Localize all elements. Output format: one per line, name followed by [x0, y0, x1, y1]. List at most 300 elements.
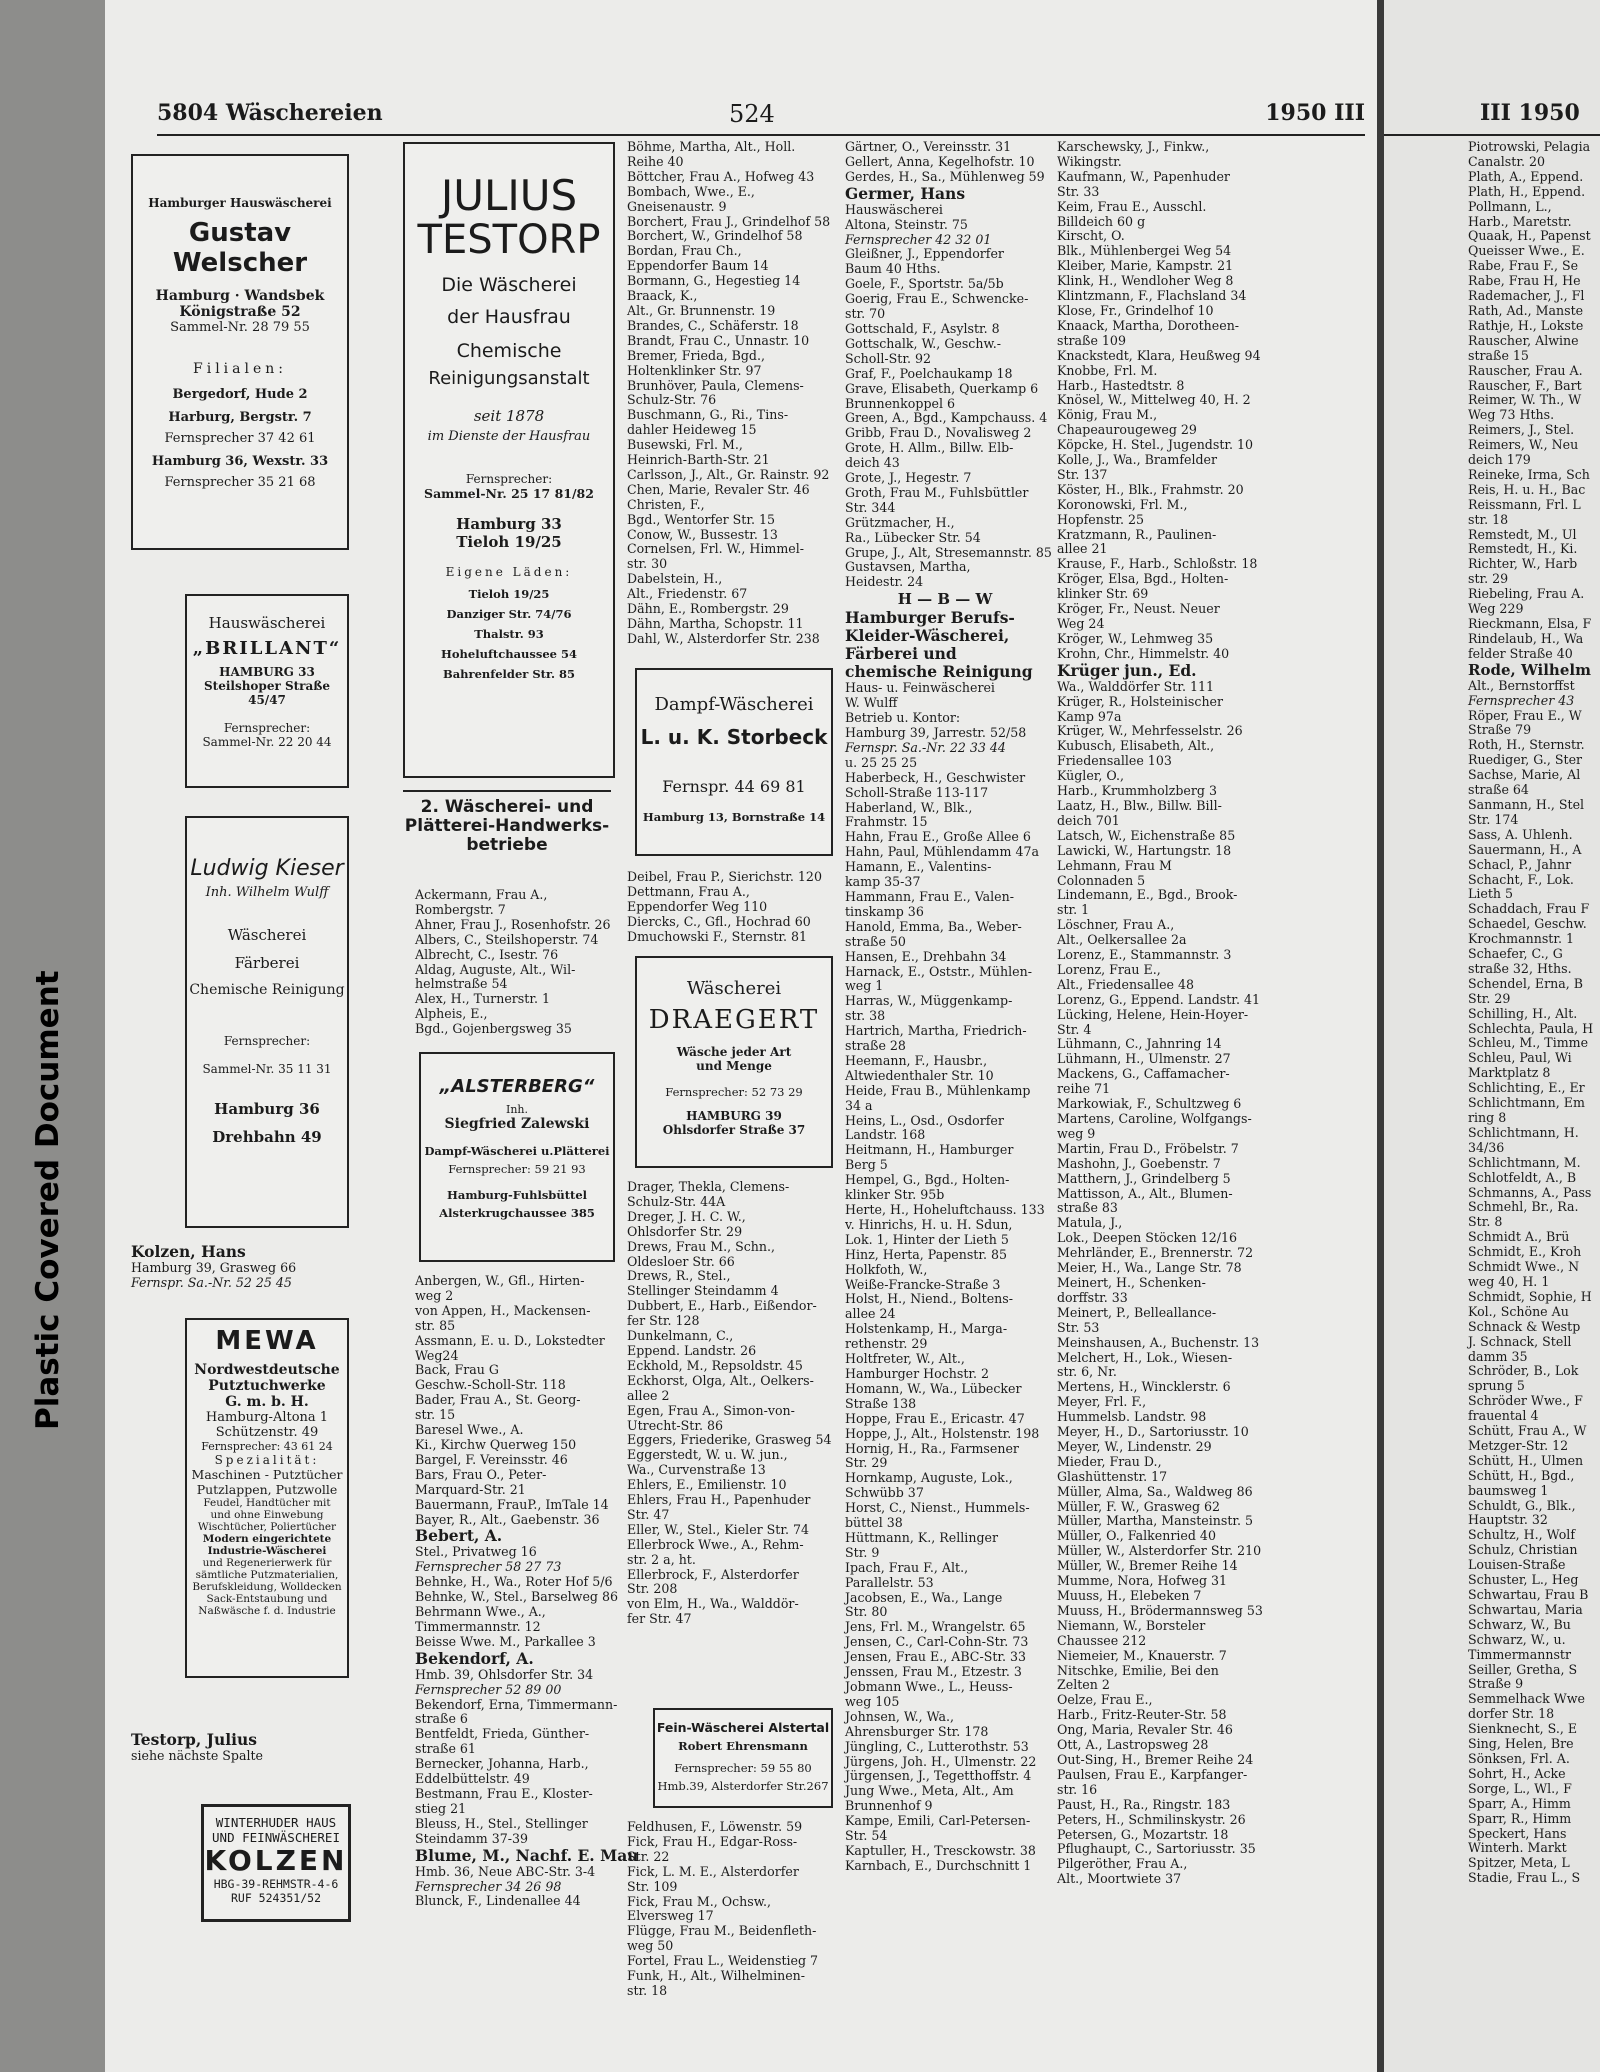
directory-entry: Egen, Frau A., Simon-von- [627, 1402, 795, 1418]
directory-entry: Brandt, Frau C., Unnastr. 10 [627, 332, 810, 348]
directory-entry: str. 18 [627, 1982, 668, 1998]
directory-entry: Groth, Frau M., Fuhlsbüttler [845, 484, 1029, 500]
directory-entry: Böhme, Martha, Alt., Holl. [627, 139, 796, 154]
directory-entry: Str. 109 [627, 1878, 678, 1894]
directory-entry: Jürgens, Joh. H., Ulmenstr. 22 [845, 1753, 1037, 1769]
directory-entry: Ellerbrock Wwe., A., Rehm- [627, 1536, 804, 1552]
directory-entry: Grupe, J., Alt, Stresemannstr. 85 [845, 544, 1052, 560]
directory-entry: Reis, H. u. H., Bac [1468, 481, 1586, 497]
directory-entry: Dreger, J. H. C. W., [627, 1208, 746, 1224]
section-heading-line: 2. Wäscherei- und [420, 797, 594, 817]
next-page-header-text: III 1950 [1480, 100, 1580, 126]
directory-entry: Löschner, Frau A., [1057, 917, 1175, 933]
directory-entry: Jung Wwe., Meta, Alt., Am [845, 1783, 1014, 1799]
directory-entry: Parallelstr. 53 [845, 1574, 934, 1590]
directory-entry: Ahrensburger Str. 178 [845, 1723, 989, 1739]
directory-entry: Wa., Walddörfer Str. 111 [1057, 678, 1214, 694]
directory-entry: Schütt, H., Bgd., [1468, 1467, 1575, 1483]
col6 [1468, 140, 1593, 1886]
directory-entry: Feldhusen, F., Löwenstr. 59 [627, 1819, 803, 1834]
directory-entry: Horst, C., Nienst., Hummels- [845, 1500, 1030, 1516]
directory-entry: Kol., Schöne Au [1468, 1303, 1569, 1319]
directory-entry: Plath, A., Eppend. [1468, 168, 1584, 184]
ad-text: im Dienste der Hausfrau [427, 429, 591, 444]
directory-entry: straße 32, Hths. [1468, 960, 1572, 976]
directory-entry: str. 6, Nr. [1057, 1364, 1117, 1380]
directory-entry: Eller, W., Stel., Kieler Str. 74 [627, 1521, 810, 1537]
directory-entry: Bernecker, Johanna, Harb., [415, 1756, 589, 1772]
directory-entry: Lindemann, E., Bgd., Brook- [1057, 887, 1238, 903]
directory-entry: Krochmannstr. 1 [1468, 931, 1575, 947]
directory-entry: str. 29 [1468, 571, 1509, 587]
directory-entry: Homann, W., Wa., Lübecker [845, 1380, 1022, 1396]
directory-entry: Meinshausen, A., Buchenstr. 13 [1057, 1334, 1260, 1350]
ad-title: Gustav Welscher [172, 218, 308, 278]
col4 [845, 139, 1052, 1874]
directory-entry: Karnbach, E., Durchschnitt 1 [845, 1857, 1032, 1873]
directory-entry: Louisen-Straße [1468, 1557, 1566, 1573]
directory-entry: Mertens, H., Wincklerstr. 6 [1057, 1379, 1231, 1395]
directory-entry: dorffstr. 33 [1057, 1289, 1128, 1305]
directory-entry: Drager, Thekla, Clemens- [627, 1179, 790, 1194]
ad-title: L. u. K. Storbeck [640, 725, 828, 749]
directory-entry: stieg 21 [415, 1800, 467, 1816]
ad-text: Drehbahn 49 [212, 1128, 322, 1146]
directory-entry: Matthern, J., Grindelberg 5 [1057, 1170, 1231, 1186]
directory-entry: büttel 38 [845, 1515, 903, 1531]
directory-entry: Brunnenhof 9 [845, 1798, 933, 1814]
ad-text: Sammel-Nr. 25 17 81/82 [424, 486, 594, 501]
directory-entry: Remstedt, M., Ul [1468, 526, 1577, 542]
directory-entry: Kröger, Elsa, Bgd., Holten- [1057, 571, 1229, 587]
directory-entry: chemische Reinigung [845, 662, 1033, 682]
ad-kolzen [201, 1804, 351, 1922]
directory-entry: Sass, A. Uhlenh. [1468, 826, 1573, 842]
directory-entry: Dmuchowski F., Sternstr. 81 [627, 928, 808, 944]
directory-entry: Schulz-Str. 76 [627, 392, 717, 408]
directory-entry: Bauermann, FrauP., ImTale 14 [415, 1496, 609, 1512]
directory-entry: Altona, Steinstr. 75 [845, 216, 968, 232]
directory-entry: Hahn, Paul, Mühlendamm 47a [845, 844, 1039, 860]
ad-text: Die Wäscherei [441, 274, 577, 296]
directory-entry: Riebeling, Frau A. [1468, 586, 1585, 602]
ad-text: Maschinen - Putztücher [191, 1467, 343, 1482]
directory-entry: Müller, O., Falkenried 40 [1057, 1528, 1216, 1544]
directory-entry: Hamburger Hochstr. 2 [845, 1365, 990, 1381]
directory-entry: deich 43 [845, 455, 900, 471]
directory-entry: Haberbeck, H., Geschwister [845, 769, 1026, 785]
directory-entry: J. Schnack, Stell [1468, 1333, 1572, 1349]
directory-entry: Jensen, C., Carl-Cohn-Str. 73 [845, 1634, 1029, 1650]
directory-entry: Müller, Martha, Mansteinstr. 5 [1057, 1513, 1254, 1529]
col3-top [627, 140, 829, 647]
directory-entry: Str. 47 [627, 1506, 670, 1522]
directory-entry: Fernsprecher 34 26 98 [415, 1878, 562, 1894]
ad-text: Robert Ehrensmann [678, 1739, 808, 1753]
directory-entry: weg 105 [845, 1693, 900, 1709]
directory-entry: Weg 229 [1468, 601, 1524, 617]
directory-entry: Elversweg 17 [627, 1908, 714, 1924]
directory-entry: Fernspr. Sa.-Nr. 52 25 45 [131, 1274, 292, 1290]
directory-entry: damm 35 [1468, 1348, 1528, 1364]
col3-top-list [627, 140, 829, 647]
directory-entry: Frahmstr. 15 [845, 814, 928, 830]
directory-entry: Krüger, W., Mehrfesselstr. 26 [1057, 723, 1243, 739]
directory-entry: Seiller, Gretha, S [1468, 1661, 1578, 1677]
directory-entry: Blume, M., Nachf. E. Mau [415, 1845, 639, 1865]
directory-entry: u. 25 25 25 [845, 754, 918, 770]
directory-entry: Friedensallee 103 [1057, 753, 1172, 769]
directory-entry: Schaddach, Frau F [1468, 901, 1590, 917]
directory-entry: Canalstr. 20 [1468, 153, 1545, 169]
directory-entry: Berg 5 [845, 1157, 888, 1173]
directory-entry: Gustavsen, Martha, [845, 559, 971, 575]
directory-entry: 34/36 [1468, 1139, 1505, 1155]
directory-entry: fer Str. 128 [627, 1313, 700, 1329]
directory-entry: Christen, F., [627, 496, 705, 512]
directory-entry: Ipach, Frau F., Alt., [845, 1559, 969, 1575]
ad-title: „BRILLANT“ [192, 638, 342, 659]
directory-entry: Alt., Bernstorffst [1468, 677, 1575, 693]
directory-entry: Baum 40 Hths. [845, 261, 941, 277]
directory-entry: klinker Str. 95b [845, 1187, 945, 1203]
directory-entry: str. 30 [627, 556, 668, 572]
ad-text: der Hausfrau [447, 306, 571, 328]
directory-entry: weg 1 [845, 978, 884, 994]
directory-entry: Bgd., Gojenbergsweg 35 [415, 1021, 572, 1037]
directory-entry: Kügler, O., [1057, 768, 1125, 784]
directory-entry: Schacht, F., Lok. [1468, 871, 1574, 887]
col3-mid [627, 870, 829, 945]
directory-entry: Klink, H., Wendloher Weg 8 [1057, 273, 1234, 289]
directory-entry: Schröder, B., Lok [1468, 1363, 1579, 1379]
ad-text: Chemische Reinigung [189, 982, 345, 998]
directory-entry: Schaedel, Geschw. [1468, 916, 1587, 932]
directory-entry: ring 8 [1468, 1110, 1507, 1125]
directory-entry: Stellinger Steindamm 4 [627, 1283, 779, 1299]
ad-brillant [185, 594, 349, 788]
directory-entry: Böttcher, Frau A., Hofweg 43 [627, 168, 815, 184]
directory-entry: Hanold, Emma, Ba., Weber- [845, 918, 1022, 934]
directory-entry: Ehlers, Frau H., Papenhuder [627, 1492, 811, 1508]
directory-entry: Speckert, Hans [1468, 1825, 1567, 1841]
directory-entry: Markowiak, F., Schultzweg 6 [1057, 1096, 1242, 1112]
ad-text: Harburg, Bergstr. 7 [168, 410, 312, 425]
directory-entry: Bremer, Frieda, Bgd., [627, 347, 765, 363]
directory-entry: Schlichting, E., Er [1468, 1080, 1585, 1096]
directory-entry: Rieckmann, Elsa, F [1468, 616, 1592, 631]
directory-entry: Pflughaupt, C., Sartoriusstr. 35 [1057, 1841, 1256, 1857]
ad-text: RUF 524351/52 [230, 1891, 321, 1905]
directory-entry: Goele, F., Sportstr. 5a/5b [845, 276, 1004, 292]
directory-entry: Meyer, W., Lindenstr. 29 [1057, 1438, 1212, 1454]
directory-entry: weg 2 [415, 1287, 454, 1303]
directory-entry: Reineke, Irma, Sch [1468, 466, 1590, 482]
directory-entry: Weg24 [415, 1347, 459, 1363]
directory-entry: Johnsen, W., Wa., [845, 1708, 955, 1724]
ad-welscher [131, 154, 349, 550]
directory-entry: Lok., Deepen Stöcken 12/16 [1057, 1230, 1238, 1246]
ad-text: und Regenerierwerk für [202, 1557, 332, 1569]
directory-entry: Bestmann, Frau E., Kloster- [415, 1786, 593, 1801]
directory-entry: Queisser Wwe., E. [1468, 243, 1585, 259]
directory-entry: Holtenklinker Str. 97 [627, 362, 762, 378]
directory-entry: Schlichtmann, M. [1468, 1154, 1581, 1170]
directory-entry: König, Frau M., [1057, 407, 1158, 423]
directory-entry: Latsch, W., Eichenstraße 85 [1057, 827, 1236, 843]
directory-entry: Kleiber, Marie, Kampstr. 21 [1057, 258, 1234, 274]
directory-entry: Knackstedt, Klara, Heußweg 94 [1057, 347, 1261, 363]
header-right: 1950 III [1265, 100, 1365, 126]
directory-entry: Petersen, G., Mozartstr. 18 [1057, 1826, 1229, 1842]
col3-mid-list [627, 870, 829, 945]
directory-entry: Muuss, H., Elebeken 7 [1057, 1588, 1202, 1603]
directory-entry: Niemeier, M., Knauerstr. 7 [1057, 1647, 1227, 1663]
directory-entry: Richter, W., Harb [1468, 556, 1578, 572]
directory-entry: Eggerstedt, W. u. W. jun., [627, 1447, 788, 1463]
directory-entry: Ki., Kirchw Querweg 150 [415, 1436, 577, 1452]
directory-entry: Metzger-Str. 12 [1468, 1437, 1569, 1453]
directory-entry: Blunck, F., Lindenallee 44 [415, 1893, 581, 1909]
directory-entry: Rademacher, J., Fl [1468, 288, 1585, 304]
directory-entry: Kamp 97a [1057, 708, 1122, 724]
directory-entry: straße 6 [415, 1711, 468, 1727]
directory-entry: Jürgensen, J., Tegetthoffstr. 4 [845, 1768, 1032, 1784]
ad-text: Fernsprecher: 59 21 93 [448, 1162, 586, 1176]
ad-text: Hamburg 36 [214, 1100, 320, 1118]
directory-entry: Behnke, H., Wa., Roter Hof 5/6 [415, 1574, 613, 1590]
ad-text: Siegfried Zalewski [444, 1116, 590, 1132]
directory-entry: Oldesloer Str. 66 [627, 1253, 735, 1269]
directory-entry: Ackermann, Frau A., [415, 887, 548, 902]
directory-entry: Rombergstr. 7 [415, 901, 506, 917]
ad-title: KOLZEN [204, 1844, 348, 1877]
directory-entry: Ellerbrock, F., Alsterdorfer [627, 1566, 799, 1582]
directory-entry: Behrmann Wwe., A., [415, 1604, 546, 1620]
ad-text: Putzlappen, Putzwolle [196, 1482, 338, 1497]
directory-entry: Schmanns, A., Pass [1468, 1184, 1592, 1200]
directory-entry: Hauswäscherei [845, 201, 943, 217]
directory-entry: helmstraße 54 [415, 976, 508, 992]
directory-entry: Hmb. 36, Neue ABC-Str. 3-4 [415, 1863, 596, 1879]
directory-entry: Eppendorfer Baum 14 [627, 258, 769, 274]
directory-entry: sprung 5 [1468, 1378, 1525, 1394]
directory-entry: Billdeich 60 g [1057, 213, 1146, 229]
ad-text: Eigene Läden: [445, 565, 573, 579]
directory-entry: Heemann, F., Hausbr., [845, 1052, 988, 1068]
directory-entry: Rabe, Frau H, He [1468, 273, 1581, 289]
directory-entry: Müller, W., Alsterdorfer Str. 210 [1057, 1543, 1262, 1559]
directory-entry: str. 2 a, ht. [627, 1551, 696, 1567]
ad-text: Fernsprecher 37 42 61 [164, 431, 316, 446]
directory-entry: Hammann, Frau E., Valen- [845, 888, 1014, 904]
directory-entry: reihe 71 [1057, 1081, 1111, 1097]
ad-text: Hamburger Hauswäscherei [148, 196, 332, 210]
directory-entry: Paust, H., Ra., Ringstr. 183 [1057, 1796, 1231, 1812]
ad-text: Schützenstr. 49 [215, 1425, 319, 1440]
directory-entry: Schlotfeldt, A., B [1468, 1169, 1577, 1185]
section-heading-line: Plätterei-Handwerks- [404, 816, 610, 836]
directory-entry: Schwübb 37 [845, 1485, 924, 1501]
directory-entry: Schilling, H., Alt. [1468, 1005, 1578, 1021]
directory-entry: Str. 208 [627, 1581, 678, 1597]
directory-entry: Koronowski, Frl. M., [1057, 496, 1188, 512]
directory-entry: straße 50 [845, 933, 906, 949]
directory-entry: Grote, J., Hegestr. 7 [845, 470, 972, 486]
directory-entry: Zelten 2 [1057, 1677, 1110, 1693]
directory-entry: Buschmann, G., Ri., Tins- [627, 407, 789, 423]
directory-entry: Brandes, C., Schäferstr. 18 [627, 317, 799, 333]
directory-entry: Müller, W., Bremer Reihe 14 [1057, 1558, 1238, 1574]
directory-entry: Bordan, Frau Ch., [627, 243, 742, 259]
ad-text: Naßwäsche f. d. Industrie [198, 1605, 336, 1617]
directory-entry: Martens, Caroline, Wolfgangs- [1057, 1111, 1252, 1126]
ad-text: Danziger Str. 74/76 [446, 607, 572, 621]
ad-text: Sack-Entstaubung und [206, 1593, 328, 1605]
directory-entry: Hamburg 39, Jarrestr. 52/58 [845, 725, 1027, 740]
directory-entry: Fick, L. M. E., Alsterdorfer [627, 1863, 799, 1879]
directory-entry: Nitschke, Emilie, Bei den [1057, 1662, 1219, 1678]
directory-entry: Krüger, R., Holsteinischer [1057, 693, 1224, 709]
directory-entry: Albrecht, C., Isestr. 76 [415, 946, 559, 962]
directory-entry: Schendel, Erna, B [1468, 975, 1583, 991]
directory-entry: Kaptuller, H., Tresckowstr. 38 [845, 1842, 1036, 1858]
directory-entry: Behnke, W., Stel., Barselweg 86 [415, 1589, 618, 1605]
directory-entry: Gottschalk, W., Geschw.- [845, 335, 1001, 351]
directory-entry: Sauermann, H., A [1468, 841, 1582, 857]
directory-entry: Bekendorf, A. [415, 1648, 534, 1668]
directory-entry: Diercks, C., Gfl., Hochrad 60 [627, 913, 811, 929]
ad-text: UND FEINWÄSCHEREI [212, 1830, 340, 1845]
directory-entry: Straße 138 [845, 1395, 917, 1411]
ad-text: Filialen: [193, 361, 287, 377]
directory-entry: Müller, Alma, Sa., Waldweg 86 [1057, 1483, 1253, 1499]
directory-entry: Sparr, R., Himm [1468, 1810, 1572, 1826]
directory-entry: Remstedt, H., Ki. [1468, 541, 1578, 557]
directory-entry: Paulsen, Frau E., Karpfanger- [1057, 1766, 1248, 1782]
directory-entry: Weg 73 Hths. [1468, 407, 1555, 423]
directory-entry: str. 18 [1468, 511, 1509, 527]
directory-entry: Kampe, Emili, Carl-Petersen- [845, 1813, 1031, 1829]
ad-alsterberg [419, 1052, 615, 1262]
directory-entry: Timmermannstr [1468, 1646, 1572, 1662]
ad-title: DRAEGERT [648, 1005, 820, 1035]
directory-entry: Hamann, E., Valentins- [845, 859, 992, 875]
directory-entry: Gribb, Frau D., Novalisweg 2 [845, 425, 1032, 441]
directory-entry: Bgd., Wentorfer Str. 15 [627, 511, 776, 527]
directory-entry: Schulz, Christian [1468, 1542, 1578, 1558]
directory-entry: Scholl-Str. 92 [845, 350, 932, 366]
ad-text: Hauswäscherei [208, 614, 326, 632]
directory-entry: Fernsprecher 42 32 01 [845, 231, 992, 247]
directory-entry: Harb., Fritz-Reuter-Str. 58 [1057, 1707, 1227, 1723]
directory-entry: Gärtner, O., Vereinsstr. 31 [845, 139, 1012, 154]
directory-entry: Jensen, Frau E., ABC-Str. 33 [845, 1649, 1027, 1665]
ad-text: Bergedorf, Hude 2 [172, 387, 308, 402]
directory-entry: Wa., Curvenstraße 13 [627, 1462, 766, 1478]
directory-entry: Schaefer, C., G [1468, 946, 1563, 962]
ad-text: Fernsprecher 35 21 68 [164, 475, 316, 490]
directory-entry: Rabe, Frau F., Se [1468, 258, 1579, 274]
directory-entry: str. 85 [415, 1317, 456, 1333]
directory-entry: Chapeaurougeweg 29 [1057, 422, 1197, 438]
directory-entry: Sparr, A., Himm [1468, 1795, 1571, 1811]
directory-entry: Str. 80 [845, 1604, 888, 1620]
directory-entry: Roth, H., Sternstr. [1468, 737, 1585, 753]
directory-entry: kamp 35-37 [845, 874, 921, 890]
directory-entry: Str. 22 [627, 1848, 670, 1864]
directory-entry: Köpcke, H. Stel., Jugendstr. 10 [1057, 437, 1254, 453]
directory-entry: str. 70 [845, 306, 886, 322]
directory-entry: Baresel Wwe., A. [415, 1422, 524, 1438]
next-page-edge [1384, 0, 1600, 2072]
directory-entry: Str. 4 [1057, 1021, 1092, 1037]
directory-entry: Brunhöver, Paula, Clemens- [627, 377, 804, 393]
directory-entry: Schwarz, W., Bu [1468, 1616, 1571, 1632]
directory-entry: Melchert, H., Lok., Wiesen- [1057, 1349, 1233, 1365]
directory-entry: Klintzmann, F., Flachsland 34 [1057, 288, 1247, 304]
directory-entry: Mattisson, A., Alt., Blumen- [1057, 1185, 1233, 1201]
ad-title: TESTORP [417, 217, 601, 263]
directory-entry: Bayer, R., Alt., Gaebenstr. 36 [415, 1511, 600, 1527]
ad-text: Fernsprecher: 43 61 24 [201, 1440, 333, 1453]
directory-entry: dorfer Str. 18 [1468, 1706, 1555, 1722]
ad-text: Wischtücher, Poliertücher [197, 1521, 337, 1533]
directory-entry: Köster, H., Blk., Frahmstr. 20 [1057, 481, 1244, 497]
directory-entry: Alt., Friedensallee 48 [1057, 976, 1195, 992]
ad-text: Putztuchwerke [208, 1378, 326, 1394]
directory-entry: klinker Str. 69 [1057, 586, 1149, 602]
directory-entry: Lawicki, W., Hartungstr. 18 [1057, 842, 1232, 858]
directory-entry: Knaack, Martha, Dorotheen- [1057, 317, 1240, 333]
directory-entry: Gellert, Anna, Kegelhofstr. 10 [845, 153, 1035, 169]
directory-entry: Färberei und [845, 644, 957, 664]
directory-entry: Quaak, H., Papenst [1468, 228, 1591, 244]
directory-entry: Keim, Frau E., Ausschl. [1057, 198, 1207, 214]
directory-entry: Bargel, F. Vereinsstr. 46 [415, 1451, 568, 1467]
directory-entry: Kolle, J., Wa., Bramfelder [1057, 452, 1218, 468]
ad-text: Fernsprecher: [223, 1034, 311, 1048]
directory-entry: Harb., Hastedtstr. 8 [1057, 377, 1185, 393]
directory-entry: allee 21 [1057, 541, 1108, 557]
directory-entry: Herte, H., Hoheluftchauss. 133 [845, 1202, 1045, 1217]
directory-entry: Grützmacher, H., [845, 514, 955, 530]
directory-entry: Reimer, W. Th., W [1468, 392, 1582, 408]
directory-entry: Alt., Gr. Brunnenstr. 19 [627, 302, 776, 318]
directory-entry: Schmidt Wwe., N [1468, 1259, 1580, 1275]
ad-mewa [185, 1318, 349, 1678]
directory-entry: Krohn, Chr., Himmelstr. 40 [1057, 645, 1230, 661]
directory-entry: Ott, A., Lastropsweg 28 [1057, 1737, 1209, 1753]
ad-text: Wäscherei [227, 926, 307, 944]
directory-entry: Hornkamp, Auguste, Lok., [845, 1470, 1013, 1486]
directory-entry: Str. 174 [1468, 811, 1519, 827]
directory-entry: straße 28 [845, 1038, 906, 1054]
directory-entry: v. Hinrichs, H. u. H. Sdun, [845, 1216, 1013, 1232]
directory-entry: Sönksen, Frl. A. [1468, 1750, 1570, 1766]
directory-entry: Alex, H., Turnerstr. 1 [415, 991, 550, 1007]
col2-bottom [415, 1273, 639, 1909]
directory-entry: str. 15 [415, 1407, 456, 1423]
ad-text: Hmb.39, Alsterdorfer Str.267 [657, 1779, 829, 1793]
directory-entry: Straße 9 [1468, 1676, 1524, 1692]
directory-entry: siehe nächste Spalte [131, 1747, 264, 1763]
directory-entry: Harnack, E., Oststr., Mühlen- [845, 963, 1033, 979]
directory-entry: Schwartau, Frau B [1468, 1587, 1589, 1602]
directory-entry: Schultz, H., Wolf [1468, 1527, 1575, 1543]
directory-entry: Schuldt, G., Blk., [1468, 1497, 1576, 1513]
directory-entry: Carlsson, J., Alt., Gr. Rainstr. 92 [627, 466, 830, 482]
